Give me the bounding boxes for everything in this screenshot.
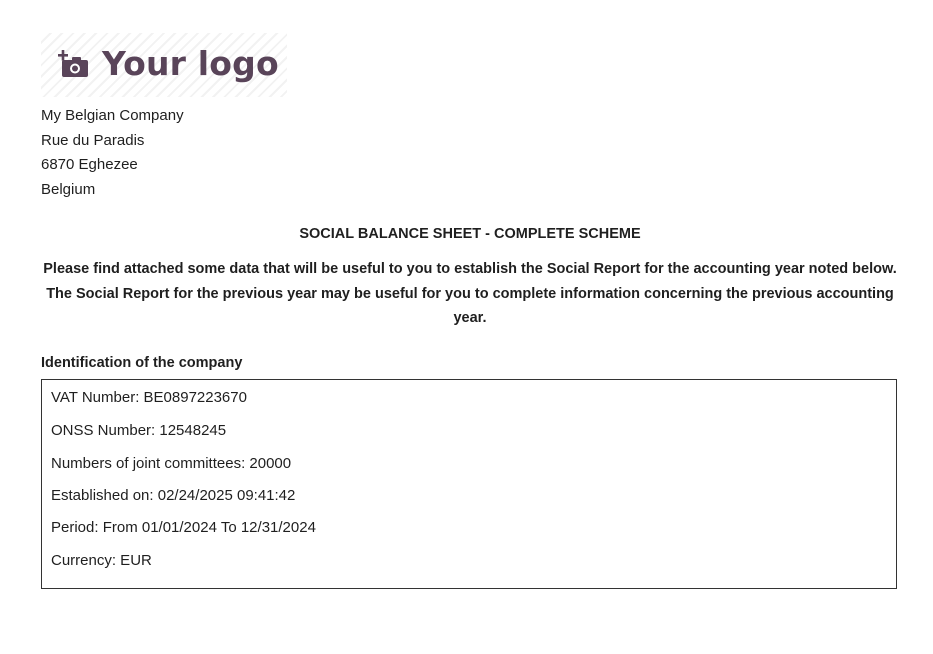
identification-box xyxy=(41,379,897,589)
vat-number: VAT Number: BE0897223670 xyxy=(51,389,247,406)
onss-number: ONSS Number: 12548245 xyxy=(51,422,227,439)
company-country: Belgium xyxy=(41,180,96,198)
company-address xyxy=(41,104,184,202)
company-street: Rue du Paradis xyxy=(41,131,145,149)
company-logo xyxy=(41,33,287,97)
period: Period: From 01/01/2024 To 12/31/2024 xyxy=(51,519,316,536)
company-name: My Belgian Company xyxy=(41,107,184,124)
camera-plus-icon xyxy=(58,50,90,78)
established-on: Established on: 02/24/2025 09:41:42 xyxy=(51,487,296,504)
currency: Currency: EUR xyxy=(51,552,152,569)
company-city: 6870 Eghezee xyxy=(41,156,138,173)
report-intro: Please find attached some data that will be useful to you to establish the Social Report for the accounting year noted below. The Social Report for the previous year may be useful for you to complete information concerning the previous accounting year. xyxy=(43,261,897,326)
identification-heading: Identification of the company xyxy=(41,355,243,371)
logo-text: Your logo xyxy=(102,44,279,83)
joint-committees: Numbers of joint committees: 20000 xyxy=(51,455,292,472)
report-title: SOCIAL BALANCE SHEET - COMPLETE SCHEME xyxy=(299,226,641,242)
